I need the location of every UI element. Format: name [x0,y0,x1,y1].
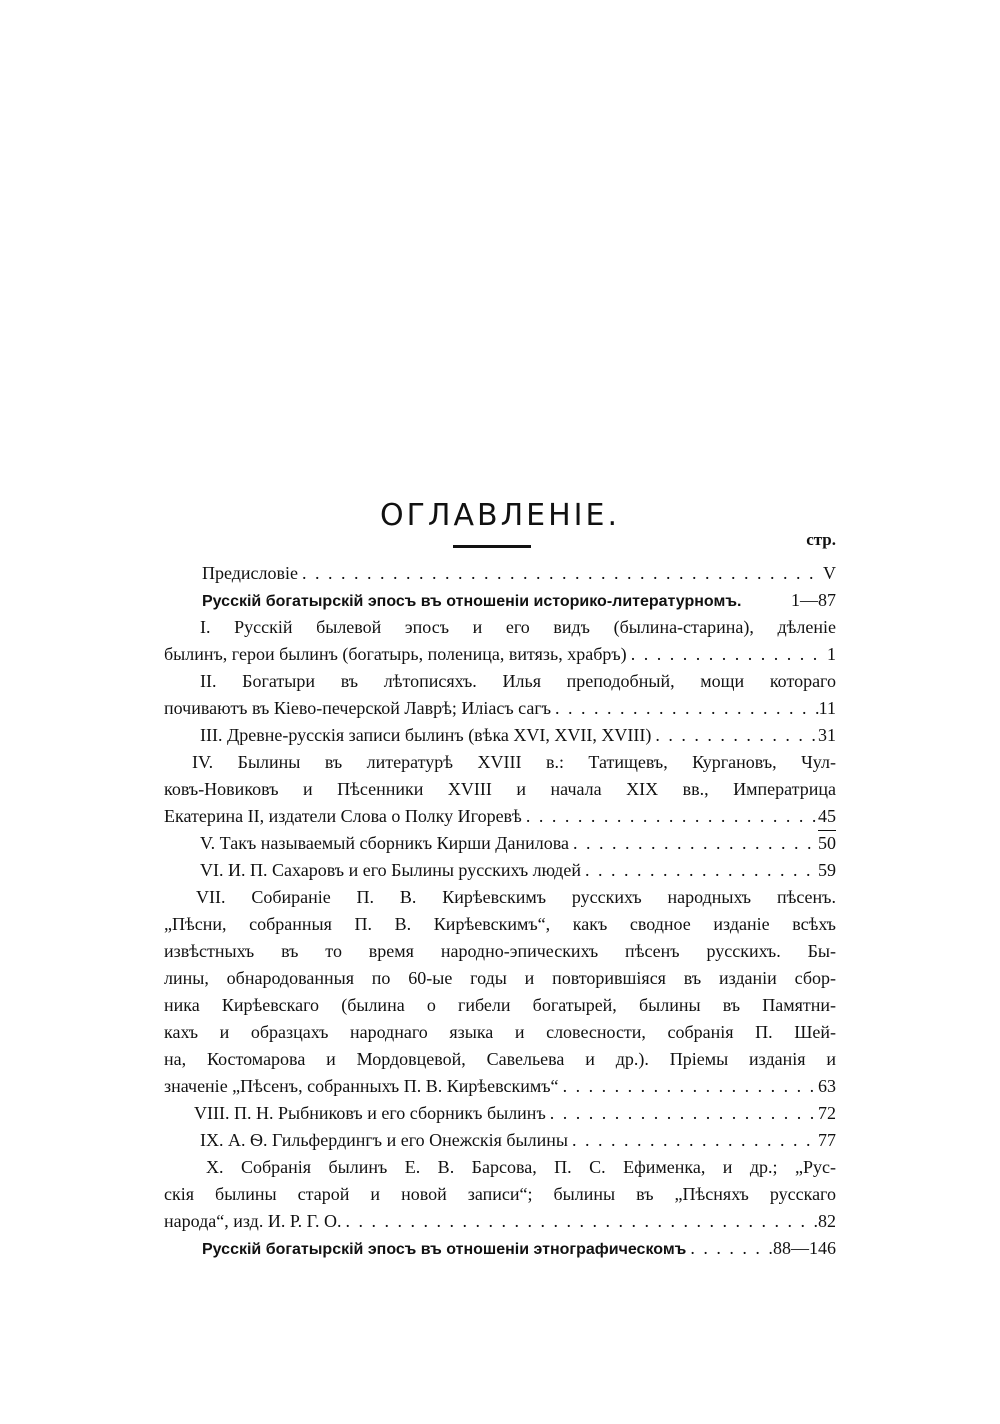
toc-entry-text: значеніе „Пѣсенъ, собранныхъ П. В. Кирѣевскимъ“ [164,1076,559,1096]
leader-dots [522,803,818,830]
toc-entry-ch-5 [164,830,836,857]
toc-entry-ch-1-line-1: I. Русскій былевой эпосъ и его видъ (былина-старина), дѣленіе [200,617,836,637]
toc-entry-ch-10-line-3 [164,1208,836,1235]
toc-entry-ch-7-line-2: „Пѣсни, собранныя П. В. Кирѣевскимъ“, какъ сводное изданіе всѣхъ [164,914,836,934]
toc-entry-ch-8 [164,1100,836,1127]
leader-dots [686,1235,773,1262]
toc-entry-text: VIII. П. Н. Рыбниковъ и его сборникъ былинъ [194,1103,546,1123]
table-of-contents [164,560,836,1262]
toc-entry-ch-2-line-1: II. Богатыри въ лѣтописяхъ. Илья преподобный, мощи котораго [200,671,836,691]
toc-entry-text: былинъ, герои былинъ (богатырь, поленица, витязь, храбръ) [164,644,627,664]
leader-dots [546,1100,818,1127]
toc-entry-text: V. Такъ называемый сборникъ Кирши Данилова [200,833,570,853]
toc-entry-ch-7-line-3: извѣстныхъ въ то время народно-эпическихъ пѣсенъ русскихъ. Бы- [164,941,836,961]
toc-entry-preface [164,560,836,587]
toc-entry-page: 82 [818,1211,836,1231]
leader-dots [568,1127,818,1154]
toc-entry-page: 50 [818,833,836,853]
toc-entry-ch-9 [164,1127,836,1154]
toc-entry-ch-6 [164,857,836,884]
toc-entry-ch-1-line-2 [164,641,836,668]
toc-entry-ch-7-line-6: кахъ и образцахъ народнаго языка и словесности, собранія П. Шей- [164,1022,836,1042]
toc-section-2 [164,1235,836,1262]
toc-entry-text: Екатерина II, издатели Слова о Полку Игоревѣ [164,806,522,826]
toc-entry-text: Предисловіе [202,563,299,583]
leader-dots [581,857,818,884]
toc-entry-ch-10-line-2: скія былины старой и новой записи“; былины въ „Пѣсняхъ русскаго [164,1184,836,1204]
toc-entry-page: 72 [818,1103,836,1123]
leader-dots [627,641,827,668]
toc-entry-ch-7-line-7: на, Костомарова и Мордовцевой, Савельева и др.). Пріемы изданія и [164,1049,836,1069]
toc-entry-page: 1 [827,644,836,664]
leader-dots [551,695,819,722]
toc-entry-text: почиваютъ въ Кіево-печерской Лаврѣ; Иліасъ сагъ [164,698,552,718]
toc-entry-ch-7-line-4: лины, обнародованныя по 60-ые годы и повторившіяся въ изданіи сбор- [164,968,836,988]
page-title: ОГЛАВЛЕНІЕ. [380,498,620,533]
leader-dots [341,1208,818,1235]
toc-section-text: Русскій богатырскій эпосъ въ отношеніи историко-литературномъ. [202,593,742,610]
leader-dots [559,1073,818,1100]
toc-section-1 [164,587,836,614]
title-rule [453,545,531,548]
leader-dots [569,830,818,857]
toc-entry-page: 77 [818,1130,836,1150]
toc-entry-page: 59 [818,860,836,880]
leader-dots [298,560,823,587]
toc-entry-ch-3 [164,722,836,749]
leader-dots [651,722,818,749]
page-column-label: стр. [806,530,836,549]
toc-entry-text: VI. И. П. Сахаровъ и его Былины русскихъ людей [200,860,581,880]
toc-entry-text: III. Древне-русскія записи былинъ (вѣка XVI, XVII, XVIII) [200,725,652,745]
toc-entry-ch-4-line-2: ковъ-Новиковъ и Пѣсенники XVIII и начала XIX вв., Императрица [164,779,836,799]
toc-entry-ch-4-line-3 [164,803,836,830]
toc-entry-page: 88—146 [773,1238,836,1258]
toc-entry-page: V [823,563,836,583]
toc-entry-page: 11 [818,698,836,718]
toc-entry-page: 63 [818,1076,836,1096]
toc-entry-ch-10-line-1: X. Собранія былинъ Е. В. Барсова, П. С. Ефименка, и др.; „Рус- [206,1157,836,1177]
toc-entry-page: 31 [818,725,836,745]
toc-entry-ch-7-line-1: VII. Собираніе П. В. Кирѣевскимъ русскихъ народныхъ пѣсенъ. [196,887,836,907]
toc-section-text: Русскій богатырскій эпосъ въ отношеніи этнографическомъ [202,1241,687,1258]
toc-entry-ch-7-line-8 [164,1073,836,1100]
toc-entry-text: IX. А. Ѳ. Гильфердингъ и его Онежскія былины [200,1130,568,1150]
toc-entry-text: народа“, изд. И. Р. Г. О. [164,1211,342,1231]
toc-entry-page: 45 [818,803,836,831]
toc-entry-page: 1—87 [791,590,836,610]
toc-entry-ch-4-line-1: IV. Былины въ литературѣ XVIII в.: Татищевъ, Кургановъ, Чул- [192,752,836,772]
toc-entry-ch-7-line-5: ника Кирѣевскаго (былина о гибели богатырей, былины въ Памятни- [164,995,836,1015]
toc-entry-ch-2-line-2 [164,695,836,722]
